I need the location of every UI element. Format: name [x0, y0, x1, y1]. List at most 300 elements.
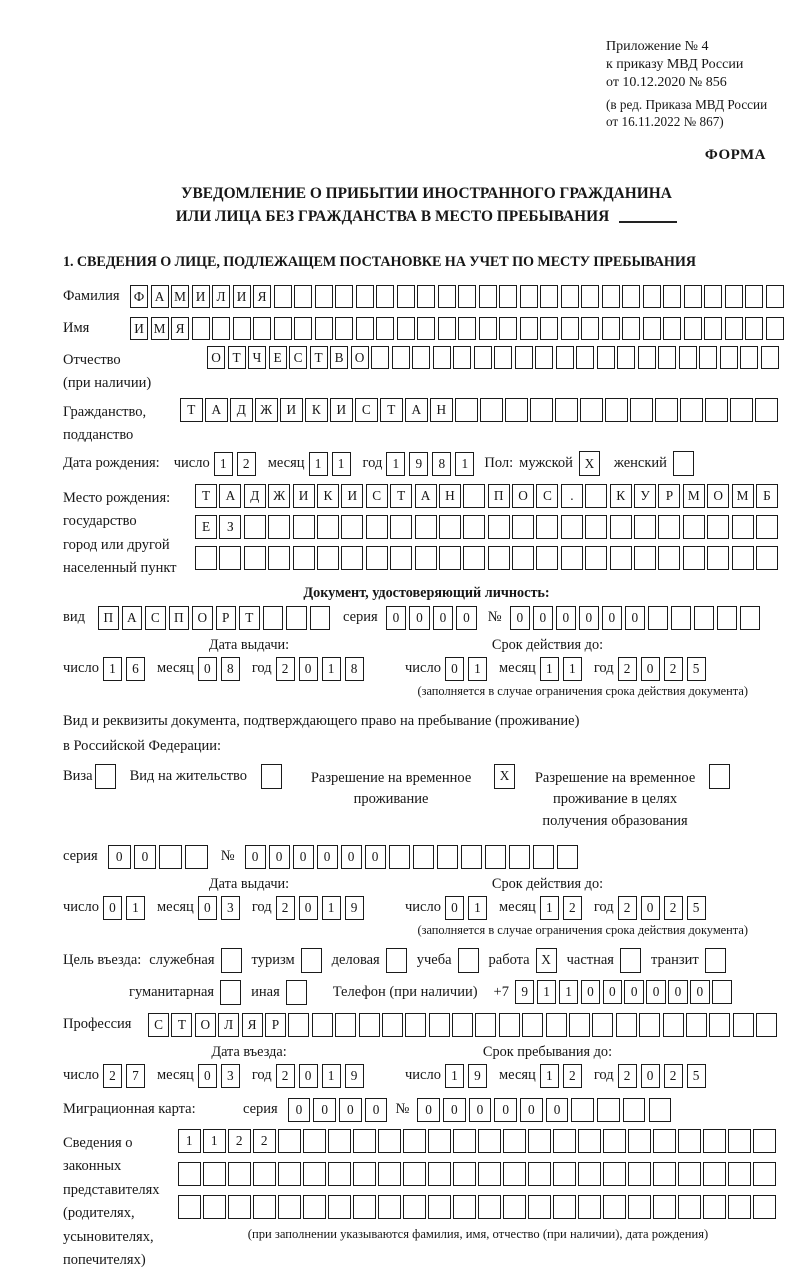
char-cell	[653, 1162, 676, 1186]
char-cell: 1	[563, 657, 582, 681]
month-label: месяц	[498, 1067, 536, 1084]
char-cell	[766, 317, 784, 340]
char-cell	[630, 398, 653, 422]
char-cell: 1	[103, 657, 122, 681]
migration-series-label: серия	[243, 1101, 278, 1118]
char-cell	[694, 606, 715, 630]
char-cell	[536, 515, 558, 539]
char-cell: К	[610, 484, 632, 508]
char-cell: 0	[581, 980, 601, 1004]
char-cell	[463, 546, 485, 570]
stay-doc-intro-line1: Вид и реквизиты документа, подтверждающего право на пребывание (проживание)	[63, 712, 580, 729]
char-cell	[602, 285, 620, 308]
char-cell: С	[366, 484, 388, 508]
purpose-tourism-checkbox	[301, 948, 322, 973]
char-cell	[192, 317, 210, 340]
char-cell	[740, 346, 758, 369]
day-label: число	[63, 899, 99, 916]
char-cell	[382, 1013, 403, 1037]
identity-doc-heading: Документ, удостоверяющий личность:	[303, 584, 550, 601]
char-cell	[488, 515, 510, 539]
char-cell	[720, 346, 738, 369]
migration-number-cells	[417, 1098, 674, 1122]
purpose-row2	[63, 980, 790, 1005]
stay-valid-heading: Срок действия до:	[491, 875, 604, 892]
doc-issue-year-cells	[276, 657, 368, 681]
surname-label: Фамилия	[63, 288, 120, 305]
char-cell	[658, 546, 680, 570]
char-cell	[730, 398, 753, 422]
char-cell: 0	[103, 896, 122, 920]
char-cell: 0	[313, 1098, 336, 1122]
given-name-cells	[130, 317, 786, 340]
char-cell	[603, 1195, 626, 1219]
char-cell: 8	[221, 657, 240, 681]
char-cell	[616, 1013, 637, 1037]
stay-valid-day-cells	[445, 896, 491, 920]
guardians-note: (при заполнении указываются фамилия, имя, отчество (при наличии), дата рождения)	[247, 1226, 709, 1241]
given-name-row	[63, 317, 790, 340]
option-residence-permit-checkbox	[261, 764, 282, 789]
char-cell	[315, 285, 333, 308]
char-cell	[303, 1129, 326, 1153]
char-cell: А	[205, 398, 228, 422]
guardians-row2-cells	[178, 1162, 778, 1186]
birth-month-cells	[309, 452, 355, 476]
char-cell: Т	[380, 398, 403, 422]
char-cell: 0	[198, 1064, 217, 1088]
char-cell	[658, 515, 680, 539]
char-cell	[683, 546, 705, 570]
char-cell	[458, 285, 476, 308]
char-cell: 2	[103, 1064, 122, 1088]
purpose-study-checkbox	[458, 948, 479, 973]
char-cell: Б	[756, 484, 778, 508]
char-cell	[335, 317, 353, 340]
char-cell	[378, 1129, 401, 1153]
char-cell	[378, 1195, 401, 1219]
char-cell	[293, 515, 315, 539]
char-cell: 0	[341, 845, 362, 869]
char-cell	[478, 1162, 501, 1186]
char-cell: Е	[195, 515, 217, 539]
char-cell: 1	[203, 1129, 226, 1153]
char-cell: 0	[299, 657, 318, 681]
char-cell: Е	[269, 346, 287, 369]
char-cell	[556, 346, 574, 369]
char-cell: 0	[317, 845, 338, 869]
char-cell	[628, 1129, 651, 1153]
char-cell: Д	[230, 398, 253, 422]
char-cell: 0	[288, 1098, 311, 1122]
option-visa	[63, 764, 116, 789]
char-cell	[405, 1013, 426, 1037]
char-cell: 8	[432, 452, 451, 476]
char-cell	[417, 285, 435, 308]
option-residence-permit-label: Вид на жительство	[129, 767, 248, 784]
purpose-private-label: частная	[566, 951, 614, 968]
char-cell	[429, 1013, 450, 1037]
char-cell: Л	[218, 1013, 239, 1037]
char-cell	[592, 1013, 613, 1037]
title-blank-line	[619, 221, 677, 223]
char-cell	[732, 546, 754, 570]
checkbox	[261, 764, 282, 789]
char-cell	[315, 317, 333, 340]
char-cell	[278, 1195, 301, 1219]
char-cell	[474, 346, 492, 369]
title-line2: ИЛИ ЛИЦА БЕЗ ГРАЖДАНСТВА В МЕСТО ПРЕБЫВАНИЯ	[175, 208, 610, 226]
year-label: год	[251, 899, 272, 916]
char-cell	[540, 285, 558, 308]
char-cell	[535, 346, 553, 369]
birthplace-row3-cells	[195, 546, 780, 570]
option-temp-residence-education-label: Разрешение на временное проживание в целях получения образования	[534, 769, 696, 830]
char-cell: 0	[365, 1098, 388, 1122]
birth-year-cells	[386, 452, 478, 476]
char-cell: И	[293, 484, 315, 508]
char-cell	[578, 1195, 601, 1219]
char-cell: 1	[332, 452, 351, 476]
char-cell	[707, 546, 729, 570]
section1-heading: 1. СВЕДЕНИЯ О ЛИЦЕ, ПОДЛЕЖАЩЕМ ПОСТАНОВКЕ НА УЧЕТ ПО МЕСТУ ПРЕБЫВАНИЯ	[63, 254, 696, 271]
char-cell	[512, 515, 534, 539]
checkbox: X	[536, 948, 557, 973]
char-cell: 1	[309, 452, 328, 476]
char-cell	[597, 346, 615, 369]
char-cell	[453, 1129, 476, 1153]
year-label: год	[593, 660, 614, 677]
month-label: месяц	[498, 899, 536, 916]
char-cell	[602, 317, 620, 340]
purpose-other-checkbox	[286, 980, 307, 1005]
form-label: ФОРМА	[704, 146, 766, 163]
guardians-label-line: попечителях)	[63, 1252, 146, 1269]
char-cell	[503, 1195, 526, 1219]
char-cell: 0	[603, 980, 623, 1004]
char-cell	[638, 346, 656, 369]
doc-valid-heading: Срок действия до:	[491, 636, 604, 653]
char-cell	[356, 285, 374, 308]
char-cell	[463, 515, 485, 539]
char-cell: 2	[253, 1129, 276, 1153]
birth-date-row	[63, 451, 790, 476]
char-cell	[195, 546, 217, 570]
char-cell	[328, 1162, 351, 1186]
entry-date-headings	[63, 1044, 790, 1061]
char-cell	[530, 398, 553, 422]
char-cell	[455, 398, 478, 422]
char-cell: 0	[520, 1098, 543, 1122]
char-cell: 2	[618, 1064, 637, 1088]
char-cell: 1	[322, 657, 341, 681]
char-cell: 0	[293, 845, 314, 869]
phone-cells	[515, 980, 734, 1004]
char-cell	[268, 546, 290, 570]
char-cell: 1	[455, 452, 474, 476]
char-cell	[553, 1129, 576, 1153]
char-cell	[561, 317, 579, 340]
guardians-label-line: (родителях,	[63, 1205, 135, 1222]
char-cell	[512, 546, 534, 570]
char-cell: 2	[618, 896, 637, 920]
char-cell: 8	[345, 657, 364, 681]
char-cell	[353, 1195, 376, 1219]
option-temp-residence-education	[531, 764, 730, 833]
char-cell	[680, 398, 703, 422]
char-cell: 5	[687, 657, 706, 681]
citizenship-cells	[180, 398, 780, 422]
char-cell	[212, 317, 230, 340]
char-cell	[580, 398, 603, 422]
char-cell	[303, 1162, 326, 1186]
char-cell	[278, 1129, 301, 1153]
char-cell	[228, 1195, 251, 1219]
char-cell	[341, 515, 363, 539]
char-cell	[274, 317, 292, 340]
char-cell	[628, 1162, 651, 1186]
checkbox	[673, 451, 694, 476]
month-label: месяц	[156, 899, 194, 916]
char-cell	[540, 317, 558, 340]
char-cell	[753, 1195, 776, 1219]
char-cell	[634, 515, 656, 539]
char-cell: 6	[126, 657, 145, 681]
char-cell	[494, 346, 512, 369]
sex-male-label: мужской	[519, 455, 573, 471]
char-cell	[686, 1013, 707, 1037]
char-cell	[585, 484, 607, 508]
stay-until-heading: Срок пребывания до:	[482, 1043, 613, 1060]
char-cell	[475, 1013, 496, 1037]
char-cell	[756, 515, 778, 539]
char-cell	[390, 515, 412, 539]
char-cell	[353, 1162, 376, 1186]
stay-date-headings	[63, 876, 790, 893]
birthplace-label	[63, 484, 195, 581]
stay-doc-series-row	[63, 845, 790, 869]
char-cell: 0	[198, 896, 217, 920]
doc-issue-heading: Дата выдачи:	[208, 636, 290, 653]
char-cell	[576, 346, 594, 369]
day-label: число	[63, 660, 99, 677]
stay-until-day-cells	[445, 1064, 491, 1088]
stay-series-label: серия	[63, 848, 98, 865]
char-cell	[286, 606, 307, 630]
char-cell	[317, 546, 339, 570]
checkbox	[620, 948, 641, 973]
char-cell	[433, 346, 451, 369]
guardians-cells-block	[178, 1129, 778, 1242]
char-cell	[653, 1129, 676, 1153]
char-cell	[728, 1162, 751, 1186]
doc-series-cells	[386, 606, 480, 630]
char-cell: У	[634, 484, 656, 508]
char-cell	[649, 1098, 672, 1122]
doc-date-headings	[63, 637, 790, 654]
char-cell	[499, 317, 517, 340]
char-cell	[528, 1129, 551, 1153]
char-cell: 0	[269, 845, 290, 869]
checkbox	[220, 980, 241, 1005]
char-cell: Т	[180, 398, 203, 422]
char-cell: 0	[668, 980, 688, 1004]
char-cell	[403, 1195, 426, 1219]
char-cell	[648, 606, 669, 630]
char-cell: 2	[276, 896, 295, 920]
char-cell: 1	[322, 896, 341, 920]
char-cell	[578, 1129, 601, 1153]
char-cell: Я	[253, 285, 271, 308]
patronymic-label-line1: Отчество	[63, 352, 121, 369]
char-cell: Я	[171, 317, 189, 340]
char-cell	[704, 317, 722, 340]
char-cell	[278, 1162, 301, 1186]
char-cell	[356, 317, 374, 340]
migration-card-row	[63, 1098, 790, 1122]
char-cell: 1	[540, 1064, 559, 1088]
stay-issue-year-cells	[276, 896, 368, 920]
birth-day-cells	[214, 452, 260, 476]
char-cell: И	[130, 317, 148, 340]
purpose-official-label: служебная	[149, 951, 215, 968]
char-cell: 0	[494, 1098, 517, 1122]
char-cell: 0	[445, 896, 464, 920]
birthplace-row	[63, 484, 790, 581]
char-cell	[378, 1162, 401, 1186]
char-cell	[438, 285, 456, 308]
doc-type-label: вид	[63, 609, 85, 626]
char-cell	[335, 285, 353, 308]
stay-series-cells	[108, 845, 211, 869]
char-cell: 1	[445, 1064, 464, 1088]
char-cell: Т	[310, 346, 328, 369]
birthplace-label-line: Место рождения:	[63, 490, 171, 506]
char-cell	[761, 346, 779, 369]
birth-date-label: Дата рождения:	[63, 455, 160, 471]
char-cell	[415, 515, 437, 539]
header-line: от 10.12.2020 № 856	[606, 74, 727, 90]
char-cell	[293, 546, 315, 570]
char-cell: Р	[265, 1013, 286, 1037]
char-cell	[178, 1162, 201, 1186]
char-cell	[617, 346, 635, 369]
char-cell	[288, 1013, 309, 1037]
char-cell: 1	[468, 657, 487, 681]
char-cell: О	[207, 346, 225, 369]
header-reference	[606, 38, 790, 131]
char-cell	[185, 845, 208, 869]
char-cell: А	[415, 484, 437, 508]
purpose-humanitarian-checkbox	[220, 980, 241, 1005]
char-cell	[253, 1162, 276, 1186]
char-cell: 2	[276, 657, 295, 681]
header-subline: от 16.11.2022 № 867)	[606, 113, 724, 129]
char-cell: О	[707, 484, 729, 508]
char-cell	[453, 1162, 476, 1186]
char-cell	[428, 1195, 451, 1219]
char-cell	[328, 1195, 351, 1219]
char-cell	[228, 1162, 251, 1186]
doc-issue-day-cells	[103, 657, 149, 681]
char-cell	[745, 285, 763, 308]
char-cell: 0	[299, 1064, 318, 1088]
char-cell: С	[148, 1013, 169, 1037]
char-cell	[581, 285, 599, 308]
char-cell: 2	[276, 1064, 295, 1088]
char-cell	[463, 484, 485, 508]
char-cell	[561, 515, 583, 539]
char-cell	[159, 845, 182, 869]
char-cell: 0	[134, 845, 157, 869]
birthplace-label-line: государство	[63, 513, 137, 530]
stay-issue-heading: Дата выдачи:	[208, 875, 290, 892]
citizenship-row	[63, 398, 790, 447]
char-cell	[561, 285, 579, 308]
given-name-label: Имя	[63, 320, 90, 337]
checkbox: X	[494, 764, 515, 789]
char-cell: 0	[299, 896, 318, 920]
char-cell: 9	[345, 896, 364, 920]
birthplace-cells-block	[195, 484, 780, 570]
char-cell	[415, 546, 437, 570]
char-cell: С	[355, 398, 378, 422]
char-cell	[684, 317, 702, 340]
purpose-humanitarian-label: гуманитарная	[129, 983, 215, 1000]
char-cell: М	[683, 484, 705, 508]
stay-valid-year-cells	[618, 896, 710, 920]
char-cell: 1	[126, 896, 145, 920]
char-cell: 1	[559, 980, 579, 1004]
char-cell: 3	[221, 896, 240, 920]
char-cell: И	[280, 398, 303, 422]
citizenship-label	[63, 398, 180, 447]
char-cell	[628, 1195, 651, 1219]
stay-number-cells	[245, 845, 581, 869]
char-cell: 0	[641, 1064, 660, 1088]
option-residence-permit	[130, 764, 282, 789]
char-cell	[663, 317, 681, 340]
char-cell	[366, 515, 388, 539]
purpose-study-label: учеба	[416, 951, 452, 968]
header-line: к приказу МВД России	[606, 56, 744, 72]
char-cell: 0	[641, 896, 660, 920]
char-cell	[528, 1195, 551, 1219]
char-cell: Ж	[268, 484, 290, 508]
char-cell	[717, 606, 738, 630]
char-cell	[653, 1195, 676, 1219]
char-cell	[712, 980, 732, 1004]
char-cell	[663, 285, 681, 308]
char-cell	[178, 1195, 201, 1219]
char-cell: П	[169, 606, 190, 630]
char-cell	[610, 515, 632, 539]
purpose-tourism-label: туризм	[251, 951, 295, 968]
char-cell: Т	[171, 1013, 192, 1037]
char-cell: С	[145, 606, 166, 630]
char-cell	[397, 317, 415, 340]
patronymic-label	[63, 346, 207, 395]
doc-number-label: №	[487, 609, 502, 626]
char-cell	[643, 285, 661, 308]
checkbox	[95, 764, 116, 789]
entry-year-cells	[276, 1064, 368, 1088]
year-label: год	[251, 660, 272, 677]
char-cell: 2	[563, 896, 582, 920]
char-cell	[203, 1195, 226, 1219]
guardians-row1-cells	[178, 1129, 778, 1153]
char-cell: 2	[563, 1064, 582, 1088]
